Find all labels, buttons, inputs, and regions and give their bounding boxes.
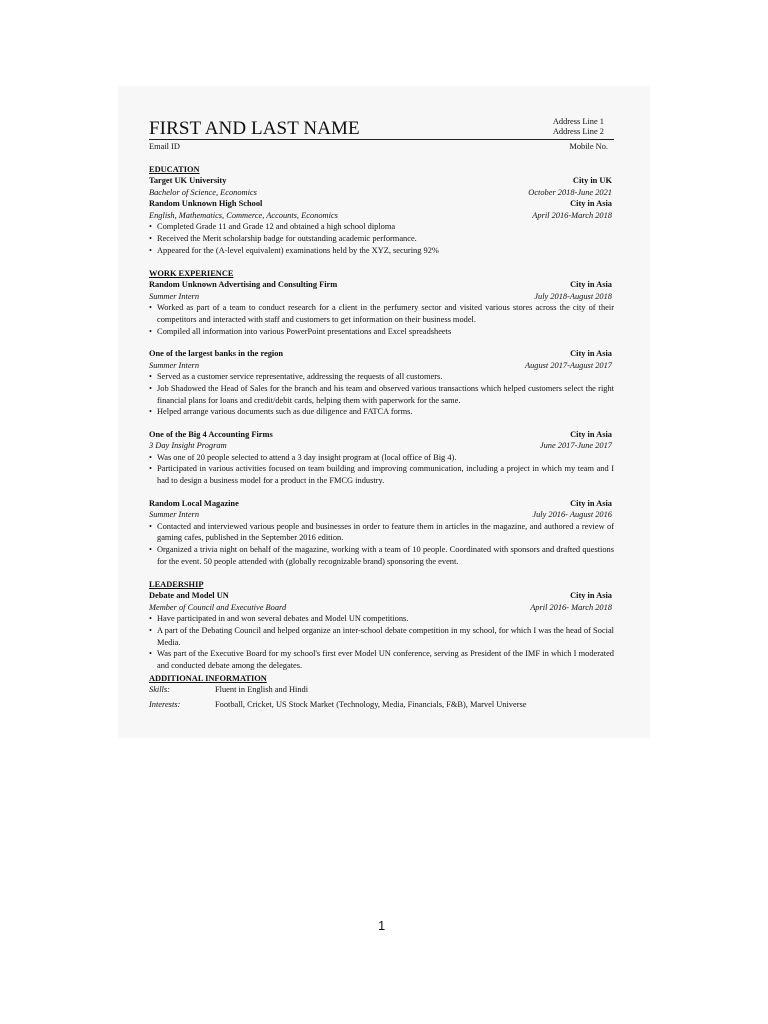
mobile-number: Mobile No.	[569, 142, 608, 151]
entry-dates: July 2018-August 2018	[534, 291, 612, 301]
entry-org: Target UK University	[149, 176, 227, 185]
contact-row	[149, 140, 614, 152]
bullet-item: • A part of the Debating Council and helped organize an inter-school debate competition in my school, for which I was the head of Social Media.	[149, 625, 614, 648]
bullet-list	[149, 521, 614, 567]
bullet-item: • Contacted and interviewed various people and businesses in order to feature them in articles in the magazine, and authored a review of gaming cafes, published in the September 2016 edition.	[149, 521, 614, 544]
entry-dates: June 2017-June 2017	[539, 441, 612, 451]
interests-label: Interests:	[149, 699, 181, 709]
address-line-2: Address Line 2	[552, 126, 604, 136]
address-block	[553, 117, 604, 136]
address-line-1: Address Line 1	[552, 117, 604, 126]
work-entry	[149, 429, 614, 487]
work-entry	[149, 348, 614, 418]
section-title-leadership: LEADERSHIP	[149, 580, 204, 590]
bullet-item: • Have participated in and won several debates and Model UN competitions.	[149, 613, 614, 625]
entry-org: Random Local Magazine	[149, 498, 239, 508]
entry-role: 3 Day Insight Program	[149, 441, 227, 451]
resume	[149, 115, 614, 711]
entry-location: City in Asia	[570, 280, 612, 290]
entry-org: One of the largest banks in the region	[149, 349, 284, 359]
page-number: 1	[378, 918, 386, 933]
bullet-item: • Organized a trivia night on behalf of the magazine, working with a team of 10 people. Coordinated with sponsors and drafted questions for the event. 50 people attended with (globally recognizable brand) sponsoring the event.	[149, 544, 614, 567]
entry-dates: August 2017-August 2017	[524, 360, 612, 370]
entry-location: City in UK	[572, 176, 612, 185]
entry-dates: July 2016- August 2016	[532, 510, 612, 520]
bullet-item: • Was one of 20 people selected to attend a 3 day insight program at (local office of Big 4).	[149, 452, 614, 464]
entry-role: Bachelor of Science, Economics	[149, 187, 257, 197]
entry-org: One of the Big 4 Accounting Firms	[149, 429, 273, 439]
bullet-item: • Completed Grade 11 and Grade 12 and obtained a high school diploma	[149, 221, 614, 233]
education-entry	[149, 198, 614, 256]
entry-location: City in Asia	[570, 349, 612, 359]
skills-row	[149, 684, 614, 696]
entry-org: Random Unknown High School	[149, 199, 263, 209]
entry-role: Member of Council and Executive Board	[149, 602, 287, 612]
bullet-item: • Was part of the Executive Board for my school's first ever Model UN conference, serving as President of the IMF in which I moderated and conducted debate among the delegates.	[149, 648, 614, 671]
work-entry	[149, 279, 614, 337]
bullet-item: • Job Shadowed the Head of Sales for the branch and his team and observed various transactions which helped customers select the right financial plans for loans and credit/debit cards, helping them with paperwork for the same.	[149, 383, 614, 406]
entry-location: City in Asia	[570, 591, 612, 601]
bullet-item: • Served as a customer service representative, addressing the requests of all customers.	[149, 371, 614, 383]
bullet-item: • Compiled all information into various PowerPoint presentations and Excel spreadsheets	[149, 326, 614, 338]
entry-role: English, Mathematics, Commerce, Accounts, Economics	[149, 210, 338, 220]
section-title-work-experience: WORK EXPERIENCE	[149, 269, 234, 279]
skills-label: Skills:	[149, 685, 170, 695]
bullet-item: • Received the Merit scholarship badge for outstanding academic performance.	[149, 233, 614, 245]
bullet-list	[149, 371, 614, 417]
entry-role: Summer Intern	[149, 360, 200, 370]
entry-org: Random Unknown Advertising and Consulting Firm	[149, 280, 338, 290]
education-entry	[149, 175, 614, 198]
leadership-entry	[149, 590, 614, 671]
bullet-item: • Worked as part of a team to conduct research for a client in the perfumery sector and visited various stores across the city of their competitors and interacted with staff and customers to get information on their business model.	[149, 302, 614, 325]
entry-role: Summer Intern	[149, 510, 200, 520]
bullet-item: • Helped arrange various documents such as due diligence and FATCA forms.	[149, 406, 614, 418]
entry-dates: April 2016- March 2018	[530, 602, 612, 612]
skills-value: Fluent in English and Hindi	[215, 685, 309, 695]
bullet-list	[149, 452, 614, 487]
bullet-list	[149, 302, 614, 337]
work-entry	[149, 498, 614, 568]
email-id: Email ID	[149, 142, 180, 151]
entry-location: City in Asia	[570, 199, 612, 209]
bullet-list	[149, 613, 614, 671]
section-title-education: EDUCATION	[149, 165, 200, 174]
interests-value: Football, Cricket, US Stock Market (Technology, Media, Financials, F&B), Marvel Universe	[215, 699, 527, 709]
entry-role: Summer Intern	[149, 291, 200, 301]
entry-dates: October 2018-June 2021	[528, 187, 612, 197]
interests-row	[149, 699, 614, 711]
section-title-additional-information: ADDITIONAL INFORMATION	[149, 674, 267, 684]
bullet-list	[149, 221, 614, 256]
candidate-name: FIRST AND LAST NAME	[149, 118, 360, 139]
entry-location: City in Asia	[570, 429, 612, 439]
bullet-item: • Appeared for the (A-level equivalent) examinations held by the XYZ, securing 92%	[149, 245, 614, 257]
entry-location: City in Asia	[570, 498, 612, 508]
bullet-item: • Participated in various activities focused on team building and improving communication, including a project in which my team and I had to design a business model for a product in the FMCG industry.	[149, 463, 614, 486]
entry-org: Debate and Model UN	[149, 591, 229, 601]
resume-header	[149, 115, 614, 140]
entry-dates: April 2016-March 2018	[532, 210, 612, 220]
